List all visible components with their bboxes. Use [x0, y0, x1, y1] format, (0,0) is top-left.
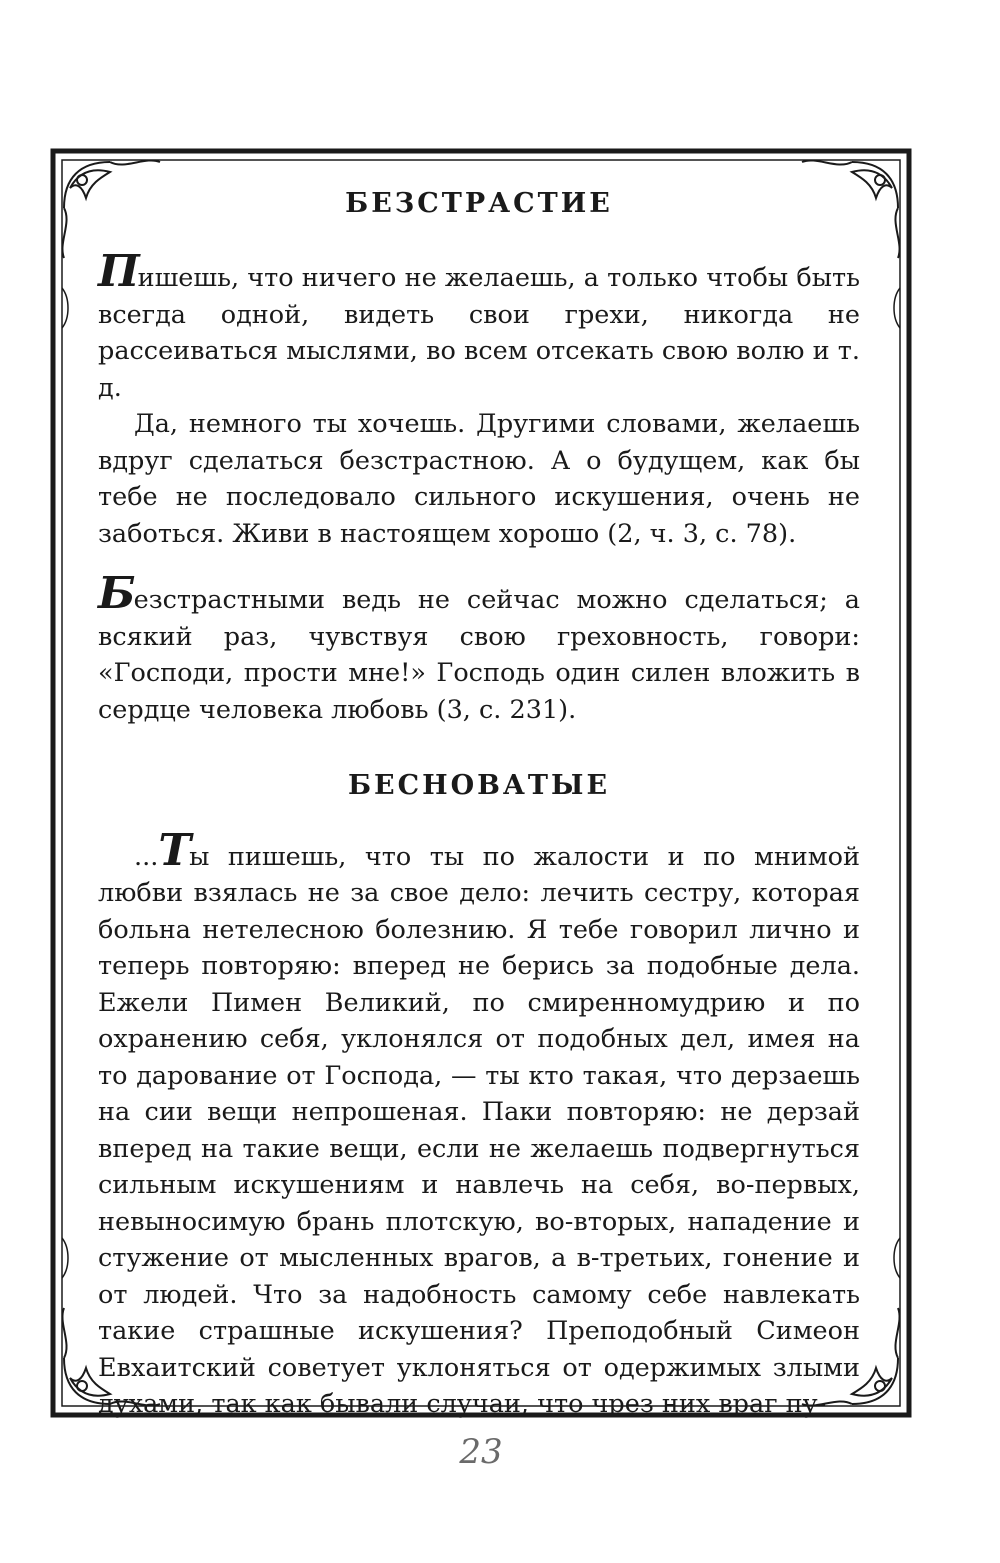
drop-cap: Б	[98, 568, 134, 620]
paragraph-text: езстрастными ведь не сейчас можно сделаться; а всякий раз, чувствуя свою греховность, говори: «Господи, прости мне!» Господь один силен вложить в сердце человека любовь (3, с. 231).	[98, 585, 860, 725]
paragraph	[98, 824, 860, 1423]
paragraph	[98, 246, 860, 406]
paragraph-text: ы пишешь, что ты по жалости и по мнимой любви взялась не за свое дело: лечить сестру, которая больна нетелесною болезнию. Я тебе говорил лично и теперь повторяю: вперед не берись за подобные дела. Ежели Пимен Великий, по смиренномудрию и по охранению себя, уклонялся от подобных дел, имея на то дарование от Господа, — ты кто такая, что дерзаешь на сии вещи непрошеная. Паки повторяю: не дерзай вперед на такие вещи, если не желаешь подвергнуться сильным искушениям и навлечь на себя, во-первых, невыносимую брань плотскую, во-вторых, нападение и стужение от мысленных врагов, а в-третьих, гонение и от людей. Что за надобность самому себе навлекать такие страшные искушения? Преподобный Симеон Евхаитский советует уклоняться от одержимых злыми духами, так как бывали случаи, что чрез них враг пу-	[98, 841, 860, 1420]
section-heading-besnovatye: БЕСНОВАТЫЕ	[347, 770, 611, 802]
drop-cap: П	[98, 246, 138, 298]
section-heading-bezstrastie: БЕЗСТРАСТИЕ	[345, 188, 613, 219]
drop-cap: Т	[158, 824, 190, 876]
page-content	[98, 182, 860, 1423]
paragraph-text: ишешь, что ничего не желаешь, а только чтобы быть всегда одной, видеть свои грехи, никогда не рассеиваться мыслями, во всем отсекать свою волю и т. д.	[98, 263, 860, 403]
paragraph: Да, немного ты хочешь. Другими словами, желаешь вдруг сделаться безстрастною. А о будущем, как бы тебе не последовало сильного искушения, очень не заботься. Живи в настоящем хорошо (2, ч. 3, с. 78).	[98, 409, 860, 549]
page-number: 23	[459, 1432, 503, 1472]
paragraph	[98, 568, 860, 728]
leading-ellipsis: ...	[134, 841, 159, 872]
ornamental-frame	[50, 148, 912, 1418]
